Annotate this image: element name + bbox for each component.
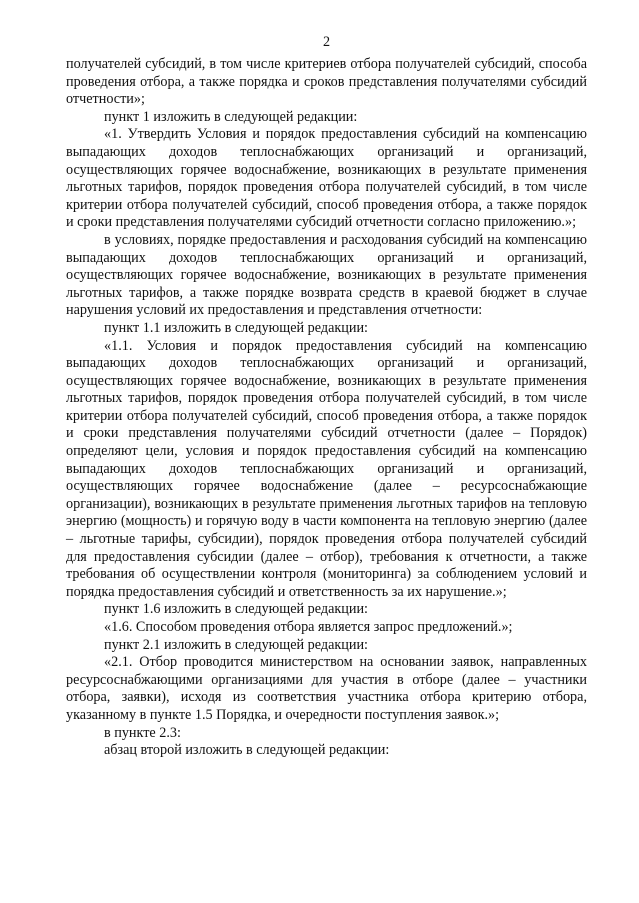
paragraph: получателей субсидий, в том числе критериев отбора получателей субсидий, способа проведения отбора, а также порядка и сроков представления получателями субсидий отчетности»; (66, 56, 587, 108)
paragraph: пункт 1.6 изложить в следующей редакции: (104, 601, 368, 618)
paragraph: пункт 1 изложить в следующей редакции: (104, 108, 358, 125)
paragraph: пункт 2.1 изложить в следующей редакции: (104, 636, 368, 653)
paragraph: в условиях, порядке предоставления и расходования субсидий на компенсацию выпадающих доходов теплоснабжающих организаций и организаций, осуществляющих горячее водоснабжение, возникающих в результате применения льготных тарифов, а также порядке возврата средств в краевой бюджет в случае нарушения условий их предоставления и представления отчетности: (66, 231, 587, 319)
page-number: 2 (322, 34, 331, 50)
paragraph: абзац второй изложить в следующей редакции: (104, 742, 390, 759)
paragraph: в пункте 2.3: (104, 724, 181, 741)
paragraph: «1.1. Условия и порядок предоставления субсидий на компенсацию выпадающих доходов теплоснабжающих организаций и организаций, осуществляющих горячее водоснабжение, возникающих в результате применения льготных тарифов, порядок проведения отбора получателей субсидий, в том числе критерии отбора получателей субсидий, способ проведения отбора, а также порядок и сроки представления получателями субсидий отчетности (далее – Порядок) определяют цели, условия и порядок предоставления субсидий на компенсацию выпадающих доходов теплоснабжающих организаций и организаций, осуществляющих горячее водоснабжение (далее – ресурсоснабжающие организации), возникающих в результате применения льготных тарифов на тепловую энергию (мощность) и горячую воду в части компонента на тепловую энергию (далее – льготные тарифы, субсидии), порядок проведения отбора получателей субсидий для предоставления субсидии (далее – отбор), требования к отчетности, а также требования об осуществлении контроля (мониторинга) за соблюдением условий и порядка предоставления субсидий и ответственность за их нарушение.»; (66, 337, 587, 600)
document-body (66, 56, 587, 760)
paragraph: «2.1. Отбор проводится министерством на основании заявок, направленных ресурсоснабжающими организациями для участия в отборе (далее – участники отбора, заявки), исходя из соответствия участника отбора критерию отбора, указанному в пункте 1.5 Порядка, и очередности поступления заявок.»; (66, 654, 587, 723)
paragraph: «1. Утвердить Условия и порядок предоставления субсидий на компенсацию выпадающих доходов теплоснабжающих организаций и организаций, осуществляющих горячее водоснабжение, возникающих в результате применения льготных тарифов, порядок проведения отбора получателей субсидий, в том числе критерии отбора получателей субсидий, способ проведения отбора, а также порядок и сроки представления получателями субсидий отчетности согласно приложению.»; (66, 126, 587, 231)
paragraph: пункт 1.1 изложить в следующей редакции: (104, 319, 368, 336)
paragraph: «1.6. Способом проведения отбора является запрос предложений.»; (104, 619, 513, 635)
